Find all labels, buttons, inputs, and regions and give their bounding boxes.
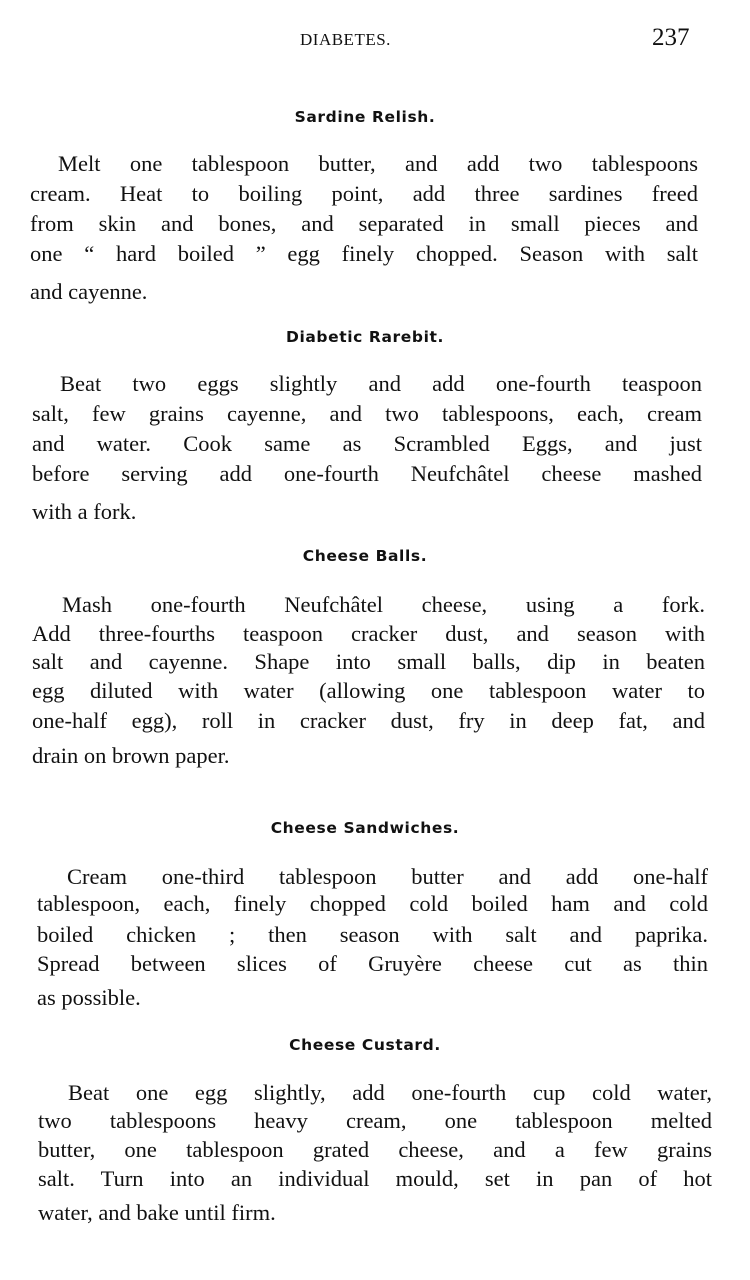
text-line: and cayenne.	[30, 279, 148, 304]
text-line: cream. Heat to boiling point, add three sardines freed	[30, 181, 698, 206]
text-line: Spread between slices of Gruyère cheese cut as thin	[37, 951, 708, 976]
text-line: tablespoon, each, finely chopped cold boiled ham and cold	[37, 891, 708, 916]
text-line: and water. Cook same as Scrambled Eggs, and just	[32, 431, 702, 456]
text-line: as possible.	[37, 985, 141, 1010]
text-line: Melt one tablespoon butter, and add two tablespoons	[58, 151, 698, 176]
recipe-title: Sardine Relish.	[294, 108, 436, 126]
text-line: two tablespoons heavy cream, one tablespoon melted	[38, 1108, 712, 1133]
text-line: from skin and bones, and separated in small pieces and	[30, 211, 698, 236]
text-line: before serving add one-fourth Neufchâtel cheese mashed	[32, 461, 702, 486]
text-line: butter, one tablespoon grated cheese, and a few grains	[38, 1137, 712, 1162]
recipe-title: Diabetic Rarebit.	[285, 328, 444, 346]
text-line: boiled chicken ; then season with salt and paprika.	[37, 922, 708, 947]
text-line: salt and cayenne. Shape into small balls, dip in beaten	[32, 649, 705, 674]
text-line: salt, few grains cayenne, and two tablespoons, each, cream	[32, 401, 702, 426]
text-line: with a fork.	[32, 499, 137, 524]
text-line: drain on brown paper.	[32, 743, 230, 768]
running-head: DIABETES.	[300, 30, 391, 49]
page-number: 237	[652, 24, 690, 51]
text-line: Beat two eggs slightly and add one-fourth teaspoon	[60, 371, 702, 396]
text-line: water, and bake until firm.	[38, 1200, 276, 1225]
text-line: Mash one-fourth Neufchâtel cheese, using a fork.	[62, 592, 705, 617]
recipe-title: Cheese Balls.	[302, 547, 428, 565]
text-line: salt. Turn into an individual mould, set in pan of hot	[38, 1166, 712, 1191]
text-line: one “ hard boiled ” egg finely chopped. Season with salt	[30, 241, 698, 266]
text-line: Cream one-third tablespoon butter and add one-half	[67, 864, 708, 889]
recipe-title: Cheese Sandwiches.	[270, 819, 460, 837]
text-line: Add three-fourths teaspoon cracker dust, and season with	[32, 621, 705, 646]
text-line: one-half egg), roll in cracker dust, fry in deep fat, and	[32, 708, 705, 733]
text-line: Beat one egg slightly, add one-fourth cup cold water,	[68, 1080, 712, 1105]
recipe-title: Cheese Custard.	[289, 1036, 441, 1054]
text-line: egg diluted with water (allowing one tablespoon water to	[32, 678, 705, 703]
